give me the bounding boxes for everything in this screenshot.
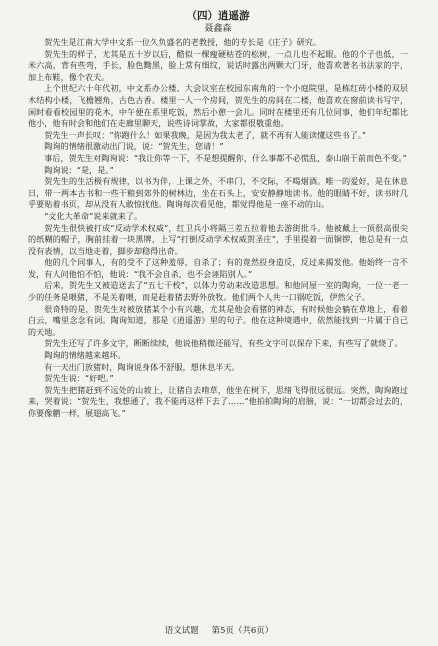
paragraph: 贺先生的生活极有规律，以书为伴，上课之外，不串门，不交际，不喝烟酒。唯一的爱好，是在休息日，带一两本古书和一些干粮到郊外的树林边，坐在石头上，安安静静地读书。他的眼睛不好，读书时几乎要贴着书页，却从没有人敢惊扰他。陶询每次看见他，都觉得他是一座不动的山。 [28,176,408,210]
paragraph: 贺先生一声长叹：“你跑什么！如果我晚，是因为我太老了，就不再有人能读懂这些书了。” [44,129,367,140]
paragraph: 贺先生说：“好吧。” [44,373,114,384]
footer-page-number: 第5页（共6页） [211,626,274,636]
paragraph: 上个世纪六十年代初，中文系办公楼、大会议室在校园东南角的一个小庭院里，是栋红砖小楼的双层木结构小楼，飞檐翘角，古色古香。楼里一人一个房间，贺先生的房间在二楼，他喜欢在窗前读书写字，闲时看看校园里的花木，中午便在系里吃饭，然后小憩一会儿。同时在楼里还有几位同事，他们年纪都比他小，他有时会和他们在走廊里聊天，说些诗词掌故，大家都很敬重他。 [28,83,408,129]
section-title: （四）逍遥游 [186,10,250,22]
paragraph: 贺先生还写了许多文字，断断续续，他说他稍微还能写，有些文字可以保存下来，有些写了就烧了。 [44,338,403,349]
article-body [28,37,408,420]
paragraph: 贺先生是江南大学中文系一位久负盛名的老教授，他的专长是《庄子》研究。 [44,37,322,47]
paragraph: 贺先生的样子，尤其是五十岁以后，酷似一棵瘦硬枯苍的松树，一点儿也不起眼。他的个子也低，一米六高，背有些弯，手长，脸色黝黑，脸上常有细纹，说话时露出两颗大门牙，他喜欢著名书法家的字，加上布鞋，像个农夫。 [28,48,408,82]
paragraph: 贺先生把猪赶到不远处的山坡上，让猪自去啃草，他坐在树下，思绪飞得很远很远。突然，陶询跑过来，哭着说：“贺先生，我想通了，我不能再这样下去了……”他拍拍陶询的肩膀，说：“一切都会过去的，你要像鹏一样，展翅高飞。” [28,384,408,418]
footer-label: 语文试题 [164,626,199,636]
paragraph: 事后，贺先生对陶询说：“我让你等一下，不是想提醒你，什么事都不必慌乱，泰山崩于前而色不变。” [44,152,407,163]
paragraph: 有一天出门放猪时，陶询说身体不舒服，想休息半天。 [44,361,240,372]
paragraph: 陶询的情绪越来越坏。 [44,350,126,361]
paragraph: 陶询说：“是，是。” [44,164,114,175]
paragraph: “文化大革命”说来就来了。 [44,210,143,221]
paragraph: 很奇特的是，贺先生对被放猪某个小有兴趣，尤其是他会看猪的神态，有时候他会躺在草地上，看着白云，嘴里念念有词。陶询知道，那是《逍遥游》里的句子。他在这种境遇中，依然能找到一片属于自己的天地。 [28,303,408,337]
author-name: 聂鑫森 [204,24,232,34]
page-footer [0,626,438,637]
paragraph: 后来，贺先生又被造送去了“五七干校”，以体力劳动来改造思想。和他同屋一室的陶询，一位一老一少的任务是喂猪，不是关着喂，而是赶着猪去野外放牧。他们两个人共一口锅吃饭，伊然父子。 [28,280,408,303]
paragraph: 贺先生很快被打成“反动学术权威”，红卫兵小将隔三差五拉着他去游街批斗。他被戴上一顶很高很尖的纸糊的帽子，胸前挂着一块黑牌，上写“打倒反动学术权威贺圣庄”，手里提着一面铜锣，他总是有一点没有表情，以当地走着，脚步却稳得出奇。 [28,222,408,256]
paragraph: 陶询的情绪很激动出门说，说：“贺先生，您请！” [44,141,224,152]
paragraph: 他的几个同事人，有的受不了这种羞辱，自杀了；有的竟然投身造反，反过来揭发他。他始终一言不发，有人问他怕不怕，他说：“我不会自杀，也不会诬陷别人。” [28,257,408,279]
